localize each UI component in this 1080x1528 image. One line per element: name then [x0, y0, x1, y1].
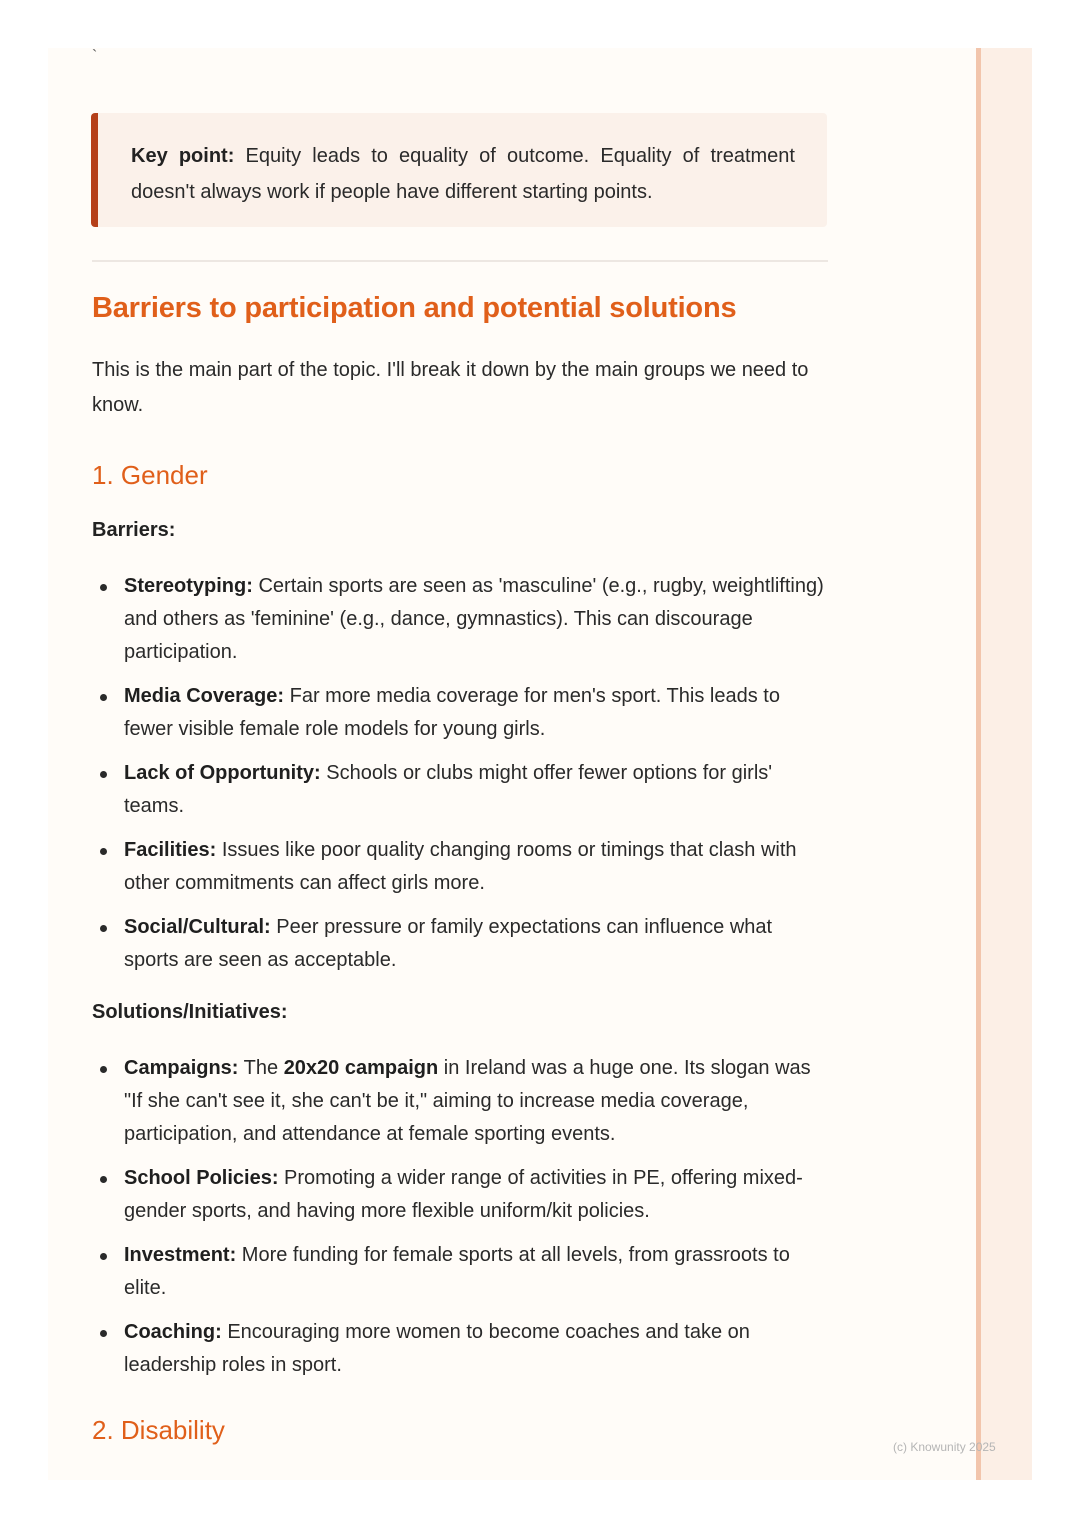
item-label: Stereotyping: [124, 575, 253, 597]
key-point-label: Key point: [131, 145, 235, 167]
item-text: in Ireland was a huge one. Its slogan was "If she can't see it, she can't be it," aiming to increase media coverage, participation, and attendance at female sporting events. [124, 1057, 811, 1145]
item-label: Media Coverage: [124, 685, 285, 707]
item-label: School Policies: [124, 1167, 279, 1189]
gender-heading: 1. Gender [92, 460, 208, 490]
solutions-list [92, 1052, 832, 1393]
barriers-list [92, 570, 832, 988]
item-label: Social/Cultural: [124, 916, 271, 938]
item-text: Far more media coverage for men's sport. This leads to fewer visible female role models for young girls. [124, 685, 780, 740]
item-text: Issues like poor quality changing rooms or timings that clash with other commitments can affect girls more. [124, 839, 797, 894]
list-item [92, 911, 832, 977]
list-item [92, 1052, 832, 1151]
item-text: Peer pressure or family expectations can influence what sports are seen as acceptable. [124, 916, 773, 971]
item-text: Promoting a wider range of activities in PE, offering mixed-gender sports, and having more flexible uniform/kit policies. [124, 1167, 803, 1222]
key-point-callout [91, 113, 827, 227]
key-point-text: Equity leads to equality of outcome. Equality of treatment doesn't always work if people have different starting points. [131, 145, 795, 203]
item-label: Facilities: [124, 839, 217, 861]
item-label: Campaigns: [124, 1057, 239, 1079]
disability-heading: 2. Disability [92, 1415, 225, 1445]
side-margin-panel [976, 48, 1032, 1480]
stray-backtick: ` [92, 48, 98, 65]
solutions-label: Solutions/Initiatives: [92, 1001, 288, 1023]
campaign-name: 20x20 campaign [283, 1057, 439, 1079]
list-item [92, 680, 832, 746]
item-text: The [238, 1057, 284, 1079]
list-item [92, 834, 832, 900]
barriers-label: Barriers: [92, 519, 176, 541]
item-text: More funding for female sports at all levels, from grassroots to elite. [124, 1244, 790, 1299]
section-intro: This is the main part of the topic. I'll break it down by the main groups we need to know. [92, 359, 809, 416]
item-text: Schools or clubs might offer fewer options for girls' teams. [124, 762, 773, 817]
item-label: Lack of Opportunity: [124, 762, 321, 784]
item-text: Encouraging more women to become coaches and take on leadership roles in sport. [124, 1321, 750, 1376]
section-title: Barriers to participation and potential solutions [92, 292, 737, 324]
list-item [92, 1316, 832, 1382]
list-item [92, 757, 832, 823]
copyright-footer: (c) Knowunity 2025 [893, 1440, 996, 1454]
item-text: Certain sports are seen as 'masculine' (e.g., rugby, weightlifting) and others as 'feminine' (e.g., dance, gymnastics). This can discourage participation. [124, 575, 824, 663]
section-divider [92, 260, 828, 262]
item-label: Investment: [124, 1244, 237, 1266]
list-item [92, 1162, 832, 1228]
list-item [92, 1239, 832, 1305]
item-label: Coaching: [124, 1321, 222, 1343]
list-item [92, 570, 832, 669]
